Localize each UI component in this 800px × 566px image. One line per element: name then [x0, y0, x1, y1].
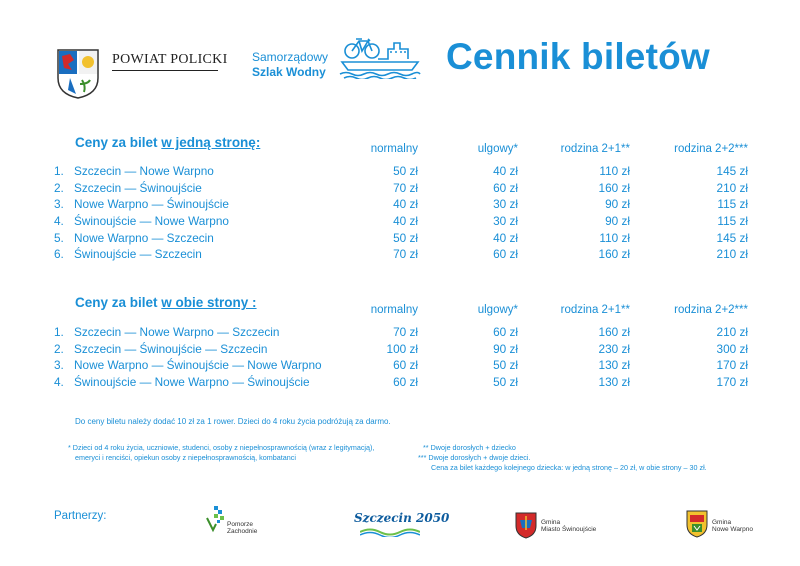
price-rodzina-2-2: 300 zł — [716, 342, 748, 356]
nowe-warpno-crest-icon — [686, 510, 708, 538]
price-ulgowy: 60 zł — [493, 181, 518, 195]
star3-note: *** Dwoje dorosłych + dwoje dzieci. — [418, 453, 531, 462]
price-rodzina-2-1: 110 zł — [599, 231, 630, 245]
price-ulgowy: 60 zł — [493, 247, 518, 261]
price-ulgowy: 50 zł — [493, 375, 518, 389]
one-way-row-4 — [54, 214, 750, 231]
round-trip-header-ulgowy: ulgowy* — [477, 304, 518, 316]
szczecin-2050-logo: Szczecin 2050 — [354, 511, 450, 525]
price-rodzina-2-1: 130 zł — [598, 375, 630, 389]
powiat-policki-crest — [56, 48, 100, 100]
price-rodzina-2-1: 110 zł — [599, 164, 630, 178]
price-rodzina-2-2: 210 zł — [716, 247, 748, 261]
price-rodzina-2-2: 115 zł — [717, 197, 748, 211]
one-way-header-normalny: normalny — [370, 143, 418, 155]
price-rodzina-2-2: 170 zł — [716, 375, 748, 389]
route: Świnoujście — Nowe Warpno — Świnoujście — [74, 375, 310, 389]
swinoujscie-line1: Gmina — [541, 519, 561, 526]
price-normalny: 40 zł — [393, 214, 418, 228]
price-rodzina-2-2: 210 zł — [716, 181, 748, 195]
price-normalny: 60 zł — [393, 375, 418, 389]
one-way-header-rodzina-2-1: rodzina 2+1** — [560, 143, 630, 155]
price-rodzina-2-2: 170 zł — [716, 358, 748, 372]
price-ulgowy: 50 zł — [493, 358, 518, 372]
price-ulgowy: 40 zł — [493, 164, 518, 178]
route: Świnoujście — Nowe Warpno — [74, 214, 229, 228]
price-rodzina-2-1: 160 zł — [598, 181, 630, 195]
row-number: 2. — [54, 342, 64, 356]
row-number: 4. — [54, 214, 64, 228]
star1-note-line2: emeryci i renciści, opiekun osoby z niepełnosprawnością, kombatanci — [75, 453, 296, 462]
one-way-header-ulgowy: ulgowy* — [477, 143, 518, 155]
row-number: 1. — [54, 325, 64, 339]
pomorze-line1: Pomorze — [227, 521, 254, 528]
route: Nowe Warpno — Świnoujście — Nowe Warpno — [74, 358, 322, 372]
one-way-row-3 — [54, 197, 750, 214]
price-normalny: 70 zł — [393, 181, 418, 195]
row-number: 6. — [54, 247, 64, 261]
price-normalny: 70 zł — [393, 325, 418, 339]
row-number: 1. — [54, 164, 64, 178]
route: Szczecin — Nowe Warpno — Szczecin — [74, 325, 280, 339]
round-trip-header-rodzina-2-1: rodzina 2+1** — [560, 304, 630, 316]
route: Nowe Warpno — Świnoujście — [74, 197, 229, 211]
round-trip-row-4 — [54, 375, 750, 392]
bike-ship-icon — [338, 37, 422, 79]
szczecin-2050-wave-icon — [360, 527, 420, 537]
route: Szczecin — Świnoujście — Szczecin — [74, 342, 268, 356]
price-rodzina-2-2: 115 zł — [717, 214, 748, 228]
powiat-name: POWIAT POLICKI — [112, 52, 228, 67]
round-trip-row-3 — [54, 358, 750, 375]
nowe-warpno-line1: Gmina — [712, 519, 732, 526]
row-number: 2. — [54, 181, 64, 195]
szlak-wodny-line1: Samorządowy — [252, 50, 329, 64]
one-way-row-2 — [54, 181, 750, 198]
price-rodzina-2-1: 90 zł — [605, 197, 630, 211]
round-trip-row-1 — [54, 325, 750, 342]
extra-child-note: Cena za bilet każdego kolejnego dziecka: w jedną stronę – 20 zł, w obie strony – 30 zł. — [431, 463, 707, 472]
one-way-header-rodzina-2-2: rodzina 2+2*** — [674, 143, 748, 155]
price-rodzina-2-2: 210 zł — [716, 325, 748, 339]
one-way-section-title — [75, 135, 260, 150]
partners-label: Partnerzy: — [54, 510, 107, 522]
price-rodzina-2-2: 145 zł — [716, 164, 748, 178]
route: Nowe Warpno — Szczecin — [74, 231, 214, 245]
price-rodzina-2-1: 160 zł — [598, 325, 630, 339]
route: Świnoujście — Szczecin — [74, 247, 202, 261]
price-normalny: 100 zł — [386, 342, 418, 356]
row-number: 4. — [54, 375, 64, 389]
price-normalny: 50 zł — [393, 231, 418, 245]
round-trip-title-prefix: Ceny za bilet — [75, 295, 158, 310]
price-ulgowy: 30 zł — [493, 214, 518, 228]
price-ulgowy: 60 zł — [493, 325, 518, 339]
swinoujscie-crest-icon — [515, 512, 537, 539]
one-way-title-prefix: Ceny za bilet — [75, 135, 158, 150]
page-title: Cennik biletów — [446, 36, 710, 77]
row-number: 3. — [54, 358, 64, 372]
route: Szczecin — Nowe Warpno — [74, 164, 214, 178]
powiat-underline — [112, 70, 218, 71]
one-way-row-1 — [54, 164, 750, 181]
pomorze-line2: Zachodnie — [227, 528, 258, 535]
one-way-row-5 — [54, 231, 750, 248]
price-normalny: 70 zł — [393, 247, 418, 261]
round-trip-header-normalny: normalny — [370, 304, 418, 316]
route: Szczecin — Świnoujście — [74, 181, 202, 195]
round-trip-row-2 — [54, 342, 750, 359]
one-way-title-underlined: w jedną stronę: — [161, 135, 261, 150]
swinoujscie-line2: Miasto Świnoujście — [541, 526, 597, 533]
nowe-warpno-line2: Nowe Warpno — [712, 526, 753, 533]
price-rodzina-2-2: 145 zł — [716, 231, 748, 245]
price-ulgowy: 30 zł — [493, 197, 518, 211]
round-trip-section-title — [75, 295, 257, 310]
bike-note: Do ceny biletu należy dodać 10 zł za 1 rower. Dzieci do 4 roku życia podróżują za darmo. — [75, 417, 391, 426]
price-rodzina-2-1: 130 zł — [598, 358, 630, 372]
price-rodzina-2-1: 230 zł — [598, 342, 630, 356]
round-trip-title-underlined: w obie strony : — [161, 295, 257, 310]
row-number: 5. — [54, 231, 64, 245]
price-normalny: 60 zł — [393, 358, 418, 372]
price-normalny: 50 zł — [393, 164, 418, 178]
one-way-row-6 — [54, 247, 750, 264]
star1-note-line1: * Dzieci od 4 roku życia, uczniowie, studenci, osoby z niepełnosprawnością (wraz z legitymacją), — [68, 443, 375, 452]
price-rodzina-2-1: 90 zł — [605, 214, 630, 228]
price-ulgowy: 90 zł — [493, 342, 518, 356]
price-rodzina-2-1: 160 zł — [598, 247, 630, 261]
pomorze-zachodnie-logo-icon — [205, 504, 227, 534]
row-number: 3. — [54, 197, 64, 211]
price-normalny: 40 zł — [393, 197, 418, 211]
szlak-wodny-line2: Szlak Wodny — [252, 65, 326, 79]
round-trip-header-rodzina-2-2: rodzina 2+2*** — [674, 304, 748, 316]
star2-note: ** Dwoje dorosłych + dziecko — [423, 443, 516, 452]
price-ulgowy: 40 zł — [493, 231, 518, 245]
